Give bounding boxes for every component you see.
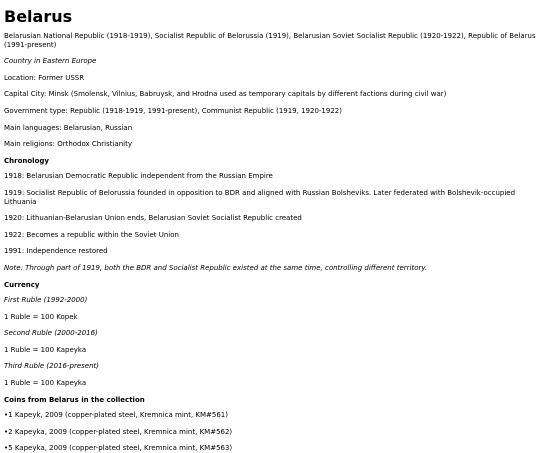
coin-list	[4, 411, 536, 453]
currency-rate: 1 Ruble = 100 Kapeyka	[4, 345, 87, 354]
country-region: Country in Eastern Europe	[4, 57, 97, 66]
currency-heading: Currency	[4, 280, 40, 289]
currency-name: Second Ruble (2000-2016)	[4, 329, 98, 338]
chronology-event: 1918: Belarusian Democratic Republic independent from the Russian Empire	[4, 172, 273, 181]
main-languages: Main languages: Belarusian, Russian	[4, 123, 133, 132]
chronology-event: 1922: Becomes a republic within the Soviet Union	[4, 230, 179, 239]
coins-heading: Coins from Belarus in the collection	[4, 395, 145, 404]
government-type: Government type: Republic (1918-1919, 1991-present), Communist Republic (1919, 1920-1922)	[4, 106, 342, 115]
page-title: Belarus	[4, 7, 73, 26]
chronology-note: Note: Through part of 1919, both the BDR and Socialist Republic existed at the same time, controlling different territory.	[4, 263, 428, 272]
country-names: Belarusian National Republic (1918-1919), Socialist Republic of Belorussia (1919), Belarusian Soviet Socialist Republic (1920-1922), Republic of Belarus (1991-present)	[4, 32, 536, 49]
coin-list-item: • 2 Kapeyka, 2009 (copper-plated steel, Kremnica mint, KM#562)	[4, 428, 536, 437]
coin-list-item: • 5 Kapeyka, 2009 (copper-plated steel, Kremnica mint, KM#563)	[4, 444, 536, 453]
chronology-heading: Chronology	[4, 156, 49, 165]
chronology-event: 1920: Lithuanian-Belarusian Union ends, Belarusian Soviet Socialist Republic created	[4, 214, 302, 223]
currency-rate: 1 Ruble = 100 Kapeyka	[4, 379, 87, 388]
coin-list-item: • 1 Kapeyk, 2009 (copper-plated steel, Kremnica mint, KM#561)	[4, 411, 536, 420]
country-location: Location: Former USSR	[4, 73, 85, 82]
chronology-event: 1919: Socialist Republic of Belorussia founded in opposition to BDR and aligned with Russian Bolsheviks. Later federated with Bolshevik-occupied Lithuania	[4, 188, 516, 206]
currency-rate: 1 Ruble = 100 Kopek	[4, 312, 78, 321]
capital-city: Capital City: Minsk (Smolensk, Vilnius, Babruysk, and Hrodna used as temporary capitals by different factions during civil war)	[4, 90, 447, 99]
main-religions: Main religions: Orthodox Christianity	[4, 140, 132, 149]
chronology-event: 1991: Independence restored	[4, 247, 108, 256]
currency-name: Third Ruble (2016-present)	[4, 362, 99, 371]
currency-name: First Ruble (1992-2000)	[4, 296, 88, 305]
